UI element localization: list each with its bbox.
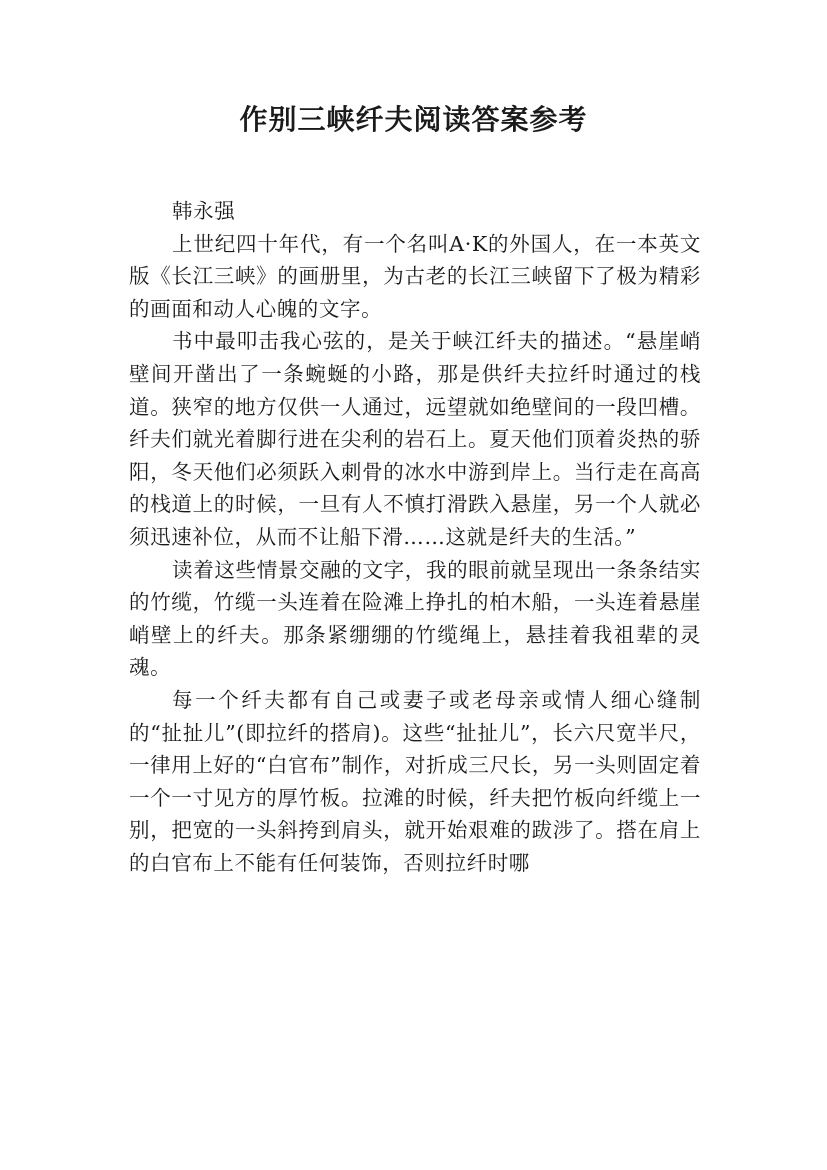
author-line: 韩永强 [172, 199, 236, 223]
document-title: 作别三峡纤夫阅读答案参考 [239, 103, 588, 136]
paragraph: 书中最叩击我心弦的，是关于峡江纤夫的描述。“悬崖峭壁间开凿出了一条蜿蜒的小路，那是供纤夫拉纤时通过的栈道。狭窄的地方仅供一人通过，远望就如绝壁间的一段凹槽。纤夫们就光着脚行进在尖利的岩石上。夏天他们顶着炎热的骄阳，冬天他们必须跃入刺骨的冰水中游到岸上。当行走在高高的栈道上的时候，一旦有人不慎打滑跌入悬崖，另一个人就必须迅速补位，从而不让船下滑……这就是纤夫的生活。” [129, 329, 701, 549]
paragraph: 读着这些情景交融的文字，我的眼前就呈现出一条条结实的竹缆，竹缆一头连着在险滩上挣扎的柏木船，一头连着悬崖峭壁上的纤夫。那条紧绷绷的竹缆绳上，悬挂着我祖辈的灵魂。 [129, 557, 701, 680]
paragraph: 上世纪四十年代，有一个名叫A·K的外国人，在一本英文版《长江三峡》的画册里，为古老的长江三峡留下了极为精彩的画面和动人心魄的文字。 [129, 231, 701, 321]
article-body [129, 195, 701, 879]
paragraph: 每一个纤夫都有自己或妻子或老母亲或情人细心缝制的“扯扯儿”(即拉纤的搭肩)。这些“扯扯儿”，长六尺宽半尺，一律用上好的“白官布”制作，对折成三尺长，另一头则固定着一个一寸见方的厚竹板。拉滩的时候，纤夫把竹板向纤缆上一别，把宽的一头斜挎到肩头，就开始艰难的跋涉了。搭在肩上的白官布上不能有任何装饰，否则拉纤时哪 [129, 687, 701, 875]
